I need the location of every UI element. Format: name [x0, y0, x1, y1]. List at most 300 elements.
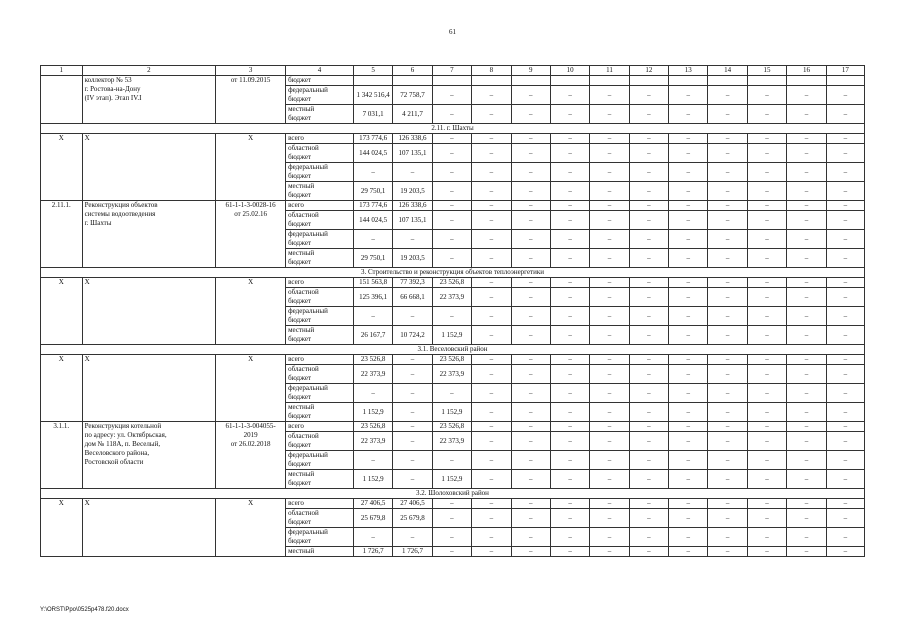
value-col-8: –: [472, 163, 511, 182]
value-col-15: –: [747, 432, 786, 451]
value-col-11: –: [590, 365, 629, 384]
value-col-10: –: [550, 326, 589, 345]
value-col-12: –: [629, 86, 668, 105]
value-col-15: –: [747, 365, 786, 384]
value-col-9: –: [511, 288, 550, 307]
value-col-10: –: [550, 365, 589, 384]
value-col-6: 107 135,1: [393, 211, 432, 230]
value-col-7: 23 526,8: [432, 422, 471, 432]
value-col-11: –: [590, 211, 629, 230]
value-col-8: –: [472, 528, 511, 547]
value-col-8: –: [472, 365, 511, 384]
value-col-17: –: [826, 432, 864, 451]
value-col-7: 22 373,9: [432, 365, 471, 384]
value-col-12: –: [629, 211, 668, 230]
value-col-11: –: [590, 307, 629, 326]
value-col-15: –: [747, 144, 786, 163]
item-document: 61-1-1-3-0028-16 от 25.02.16: [216, 201, 286, 268]
value-col-13: –: [669, 211, 708, 230]
column-number: 3: [216, 66, 286, 76]
value-col-13: –: [669, 451, 708, 470]
value-col-10: –: [550, 211, 589, 230]
value-col-15: –: [747, 326, 786, 345]
value-col-5: 151 563,8: [353, 278, 392, 288]
value-col-14: –: [708, 470, 747, 489]
item-document: Х: [216, 499, 286, 557]
value-col-12: –: [629, 163, 668, 182]
value-col-10: –: [550, 432, 589, 451]
value-col-17: –: [826, 105, 864, 124]
value-col-7: 1 152,9: [432, 470, 471, 489]
value-col-14: –: [708, 278, 747, 288]
funding-source: местный бюджет: [286, 249, 354, 268]
value-col-9: –: [511, 230, 550, 249]
value-col-14: –: [708, 249, 747, 268]
value-col-5: 26 167,7: [353, 326, 392, 345]
value-col-14: –: [708, 403, 747, 422]
column-number: 15: [747, 66, 786, 76]
value-col-8: –: [472, 211, 511, 230]
value-col-8: –: [472, 249, 511, 268]
value-col-5: 144 024,5: [353, 144, 392, 163]
value-col-6: –: [393, 307, 432, 326]
funding-source: областной бюджет: [286, 288, 354, 307]
value-col-12: –: [629, 201, 668, 211]
value-col-17: –: [826, 451, 864, 470]
funding-source: федеральный бюджет: [286, 384, 354, 403]
value-col-17: –: [826, 307, 864, 326]
funding-source: федеральный бюджет: [286, 86, 354, 105]
item-name: Реконструкция объектов системы водоотведения г. Шахты: [82, 201, 216, 268]
value-col-5: 125 396,1: [353, 288, 392, 307]
value-col-9: –: [511, 278, 550, 288]
value-col-8: –: [472, 307, 511, 326]
value-col-10: –: [550, 451, 589, 470]
value-col-12: –: [629, 355, 668, 365]
value-col-5: –: [353, 163, 392, 182]
value-col-14: –: [708, 86, 747, 105]
page-number: 61: [449, 28, 456, 36]
value-col-13: –: [669, 422, 708, 432]
item-document: Х: [216, 355, 286, 422]
funding-source: всего: [286, 355, 354, 365]
value-col-16: –: [787, 86, 826, 105]
funding-source: всего: [286, 422, 354, 432]
value-col-12: –: [629, 499, 668, 509]
value-col-5: 173 774,6: [353, 134, 392, 144]
value-col-6: –: [393, 384, 432, 403]
funding-source: всего: [286, 278, 354, 288]
value-col-17: [826, 76, 864, 86]
value-col-15: –: [747, 105, 786, 124]
value-col-15: –: [747, 355, 786, 365]
value-col-9: –: [511, 547, 550, 557]
value-col-14: –: [708, 144, 747, 163]
value-col-7: –: [432, 509, 471, 528]
value-col-8: –: [472, 105, 511, 124]
value-col-15: –: [747, 163, 786, 182]
column-number: 13: [669, 66, 708, 76]
column-number: 5: [353, 66, 392, 76]
value-col-13: –: [669, 144, 708, 163]
value-col-14: –: [708, 307, 747, 326]
value-col-15: –: [747, 134, 786, 144]
value-col-10: –: [550, 134, 589, 144]
value-col-7: –: [432, 144, 471, 163]
value-col-10: –: [550, 163, 589, 182]
column-number: 10: [550, 66, 589, 76]
value-col-15: –: [747, 470, 786, 489]
value-col-5: 1 152,9: [353, 470, 392, 489]
value-col-12: [629, 76, 668, 86]
funding-source: всего: [286, 134, 354, 144]
value-col-8: –: [472, 355, 511, 365]
value-col-12: –: [629, 134, 668, 144]
value-col-9: –: [511, 105, 550, 124]
funding-source: федеральный бюджет: [286, 163, 354, 182]
value-col-6: –: [393, 163, 432, 182]
value-col-15: –: [747, 422, 786, 432]
value-col-15: –: [747, 86, 786, 105]
value-col-17: –: [826, 326, 864, 345]
value-col-16: –: [787, 432, 826, 451]
value-col-10: –: [550, 403, 589, 422]
budget-table: [40, 65, 865, 557]
value-col-5: 29 750,1: [353, 249, 392, 268]
value-col-17: –: [826, 249, 864, 268]
value-col-10: –: [550, 528, 589, 547]
value-col-15: –: [747, 547, 786, 557]
value-col-16: –: [787, 384, 826, 403]
value-col-17: –: [826, 509, 864, 528]
value-col-14: –: [708, 326, 747, 345]
column-number: 2: [82, 66, 216, 76]
value-col-9: –: [511, 432, 550, 451]
value-col-17: –: [826, 528, 864, 547]
value-col-7: –: [432, 547, 471, 557]
value-col-16: –: [787, 365, 826, 384]
value-col-13: –: [669, 403, 708, 422]
column-number: 16: [787, 66, 826, 76]
item-name: Х: [82, 355, 216, 422]
value-col-9: –: [511, 182, 550, 201]
item-document: от 11.09.2015: [216, 76, 286, 124]
value-col-7: –: [432, 249, 471, 268]
value-col-17: –: [826, 182, 864, 201]
value-col-10: –: [550, 422, 589, 432]
value-col-13: –: [669, 499, 708, 509]
value-col-17: –: [826, 278, 864, 288]
value-col-14: –: [708, 509, 747, 528]
value-col-15: –: [747, 307, 786, 326]
section-header-row: [41, 489, 865, 499]
value-col-5: 22 373,9: [353, 365, 392, 384]
value-col-11: –: [590, 326, 629, 345]
value-col-11: –: [590, 451, 629, 470]
value-col-15: –: [747, 403, 786, 422]
value-col-12: –: [629, 451, 668, 470]
value-col-16: –: [787, 230, 826, 249]
value-col-8: –: [472, 470, 511, 489]
value-col-16: –: [787, 288, 826, 307]
value-col-13: –: [669, 547, 708, 557]
value-col-5: –: [353, 384, 392, 403]
value-col-5: 25 679,8: [353, 509, 392, 528]
value-col-12: –: [629, 384, 668, 403]
section-title: 3. Строительство и реконструкция объектов теплоэнергетики: [41, 268, 865, 278]
value-col-13: –: [669, 365, 708, 384]
item-code: Х: [41, 355, 83, 422]
value-col-6: [393, 76, 432, 86]
value-col-9: –: [511, 134, 550, 144]
value-col-6: 66 668,1: [393, 288, 432, 307]
value-col-6: 25 679,8: [393, 509, 432, 528]
value-col-11: –: [590, 528, 629, 547]
value-col-13: –: [669, 230, 708, 249]
value-col-15: –: [747, 528, 786, 547]
value-col-13: –: [669, 278, 708, 288]
value-col-14: –: [708, 211, 747, 230]
section-header-row: [41, 268, 865, 278]
value-col-6: 126 338,6: [393, 201, 432, 211]
funding-source: местный: [286, 547, 354, 557]
section-title: 3.2. Шолоховский район: [41, 489, 865, 499]
value-col-11: –: [590, 278, 629, 288]
value-col-8: –: [472, 422, 511, 432]
value-col-15: –: [747, 182, 786, 201]
value-col-10: –: [550, 499, 589, 509]
value-col-9: –: [511, 451, 550, 470]
item-name: Х: [82, 134, 216, 201]
value-col-11: –: [590, 384, 629, 403]
value-col-9: –: [511, 384, 550, 403]
value-col-11: –: [590, 288, 629, 307]
value-col-12: –: [629, 422, 668, 432]
value-col-10: –: [550, 470, 589, 489]
value-col-15: –: [747, 211, 786, 230]
value-col-11: –: [590, 422, 629, 432]
value-col-7: –: [432, 451, 471, 470]
value-col-14: –: [708, 201, 747, 211]
value-col-15: –: [747, 509, 786, 528]
value-col-11: –: [590, 201, 629, 211]
value-col-16: –: [787, 182, 826, 201]
value-col-15: –: [747, 288, 786, 307]
value-col-7: –: [432, 86, 471, 105]
value-col-5: 23 526,8: [353, 355, 392, 365]
value-col-7: –: [432, 528, 471, 547]
value-col-14: –: [708, 105, 747, 124]
funding-source: местный бюджет: [286, 105, 354, 124]
value-col-10: –: [550, 307, 589, 326]
table-row: [41, 278, 865, 288]
column-number-row: [41, 66, 865, 76]
value-col-7: –: [432, 182, 471, 201]
value-col-13: –: [669, 249, 708, 268]
value-col-12: –: [629, 249, 668, 268]
value-col-6: 107 135,1: [393, 144, 432, 163]
value-col-14: [708, 76, 747, 86]
value-col-15: –: [747, 201, 786, 211]
value-col-7: 23 526,8: [432, 355, 471, 365]
value-col-13: –: [669, 86, 708, 105]
value-col-10: –: [550, 105, 589, 124]
value-col-10: –: [550, 230, 589, 249]
value-col-10: –: [550, 182, 589, 201]
value-col-8: –: [472, 288, 511, 307]
value-col-17: –: [826, 86, 864, 105]
value-col-11: –: [590, 86, 629, 105]
value-col-13: –: [669, 201, 708, 211]
value-col-14: –: [708, 384, 747, 403]
funding-source: федеральный бюджет: [286, 230, 354, 249]
value-col-15: –: [747, 384, 786, 403]
value-col-9: –: [511, 307, 550, 326]
value-col-6: 126 338,6: [393, 134, 432, 144]
value-col-16: –: [787, 326, 826, 345]
value-col-13: –: [669, 509, 708, 528]
value-col-8: –: [472, 182, 511, 201]
section-header-row: [41, 345, 865, 355]
value-col-12: –: [629, 403, 668, 422]
value-col-16: –: [787, 144, 826, 163]
value-col-16: –: [787, 163, 826, 182]
value-col-8: –: [472, 230, 511, 249]
value-col-8: [472, 76, 511, 86]
value-col-9: –: [511, 201, 550, 211]
item-code: Х: [41, 278, 83, 345]
column-number: 7: [432, 66, 471, 76]
value-col-16: –: [787, 470, 826, 489]
value-col-16: –: [787, 105, 826, 124]
value-col-11: –: [590, 499, 629, 509]
value-col-16: –: [787, 278, 826, 288]
value-col-10: –: [550, 249, 589, 268]
funding-source: областной бюджет: [286, 365, 354, 384]
item-name: Х: [82, 278, 216, 345]
value-col-8: –: [472, 451, 511, 470]
funding-source: федеральный бюджет: [286, 307, 354, 326]
value-col-10: –: [550, 355, 589, 365]
value-col-7: –: [432, 230, 471, 249]
value-col-17: –: [826, 499, 864, 509]
value-col-16: –: [787, 547, 826, 557]
column-number: 12: [629, 66, 668, 76]
value-col-12: –: [629, 509, 668, 528]
value-col-13: [669, 76, 708, 86]
value-col-10: –: [550, 288, 589, 307]
value-col-12: –: [629, 278, 668, 288]
value-col-7: –: [432, 163, 471, 182]
value-col-10: –: [550, 86, 589, 105]
value-col-17: –: [826, 355, 864, 365]
value-col-7: 23 526,8: [432, 278, 471, 288]
value-col-6: –: [393, 230, 432, 249]
funding-source: местный бюджет: [286, 403, 354, 422]
value-col-8: –: [472, 134, 511, 144]
value-col-17: –: [826, 288, 864, 307]
value-col-17: –: [826, 470, 864, 489]
value-col-15: –: [747, 499, 786, 509]
value-col-7: –: [432, 307, 471, 326]
value-col-17: –: [826, 403, 864, 422]
value-col-5: 144 024,5: [353, 211, 392, 230]
value-col-14: –: [708, 422, 747, 432]
value-col-10: –: [550, 384, 589, 403]
value-col-14: –: [708, 355, 747, 365]
column-number: 11: [590, 66, 629, 76]
funding-source: всего: [286, 499, 354, 509]
value-col-11: –: [590, 355, 629, 365]
value-col-17: –: [826, 384, 864, 403]
value-col-9: –: [511, 144, 550, 163]
table-row: [41, 499, 865, 509]
value-col-9: –: [511, 86, 550, 105]
value-col-8: –: [472, 432, 511, 451]
column-number: 17: [826, 66, 864, 76]
value-col-14: –: [708, 499, 747, 509]
value-col-5: –: [353, 230, 392, 249]
value-col-8: –: [472, 278, 511, 288]
item-document: Х: [216, 278, 286, 345]
item-code: 2.11.1.: [41, 201, 83, 268]
value-col-17: –: [826, 230, 864, 249]
value-col-13: –: [669, 182, 708, 201]
value-col-13: –: [669, 326, 708, 345]
section-title: 3.1. Веселовский район: [41, 345, 865, 355]
value-col-10: –: [550, 547, 589, 557]
value-col-12: –: [629, 528, 668, 547]
value-col-9: –: [511, 365, 550, 384]
item-code: Х: [41, 499, 83, 557]
value-col-17: –: [826, 163, 864, 182]
column-number: 9: [511, 66, 550, 76]
value-col-8: –: [472, 384, 511, 403]
value-col-9: –: [511, 249, 550, 268]
value-col-10: –: [550, 509, 589, 528]
value-col-10: –: [550, 278, 589, 288]
table-row: [41, 422, 865, 432]
value-col-14: –: [708, 134, 747, 144]
value-col-15: –: [747, 451, 786, 470]
value-col-11: –: [590, 182, 629, 201]
value-col-5: 1 342 516,4: [353, 86, 392, 105]
value-col-9: –: [511, 355, 550, 365]
value-col-8: –: [472, 499, 511, 509]
value-col-14: –: [708, 230, 747, 249]
value-col-16: [787, 76, 826, 86]
column-number: 4: [286, 66, 354, 76]
value-col-5: [353, 76, 392, 86]
value-col-12: –: [629, 105, 668, 124]
value-col-9: –: [511, 403, 550, 422]
value-col-15: –: [747, 230, 786, 249]
funding-source: всего: [286, 201, 354, 211]
value-col-14: –: [708, 432, 747, 451]
value-col-14: –: [708, 163, 747, 182]
value-col-5: 29 750,1: [353, 182, 392, 201]
value-col-16: –: [787, 201, 826, 211]
value-col-15: –: [747, 249, 786, 268]
value-col-15: –: [747, 278, 786, 288]
value-col-12: –: [629, 288, 668, 307]
value-col-14: –: [708, 182, 747, 201]
funding-source: областной бюджет: [286, 432, 354, 451]
value-col-14: –: [708, 547, 747, 557]
funding-source: местный бюджет: [286, 326, 354, 345]
value-col-17: –: [826, 211, 864, 230]
value-col-6: 27 406,5: [393, 499, 432, 509]
